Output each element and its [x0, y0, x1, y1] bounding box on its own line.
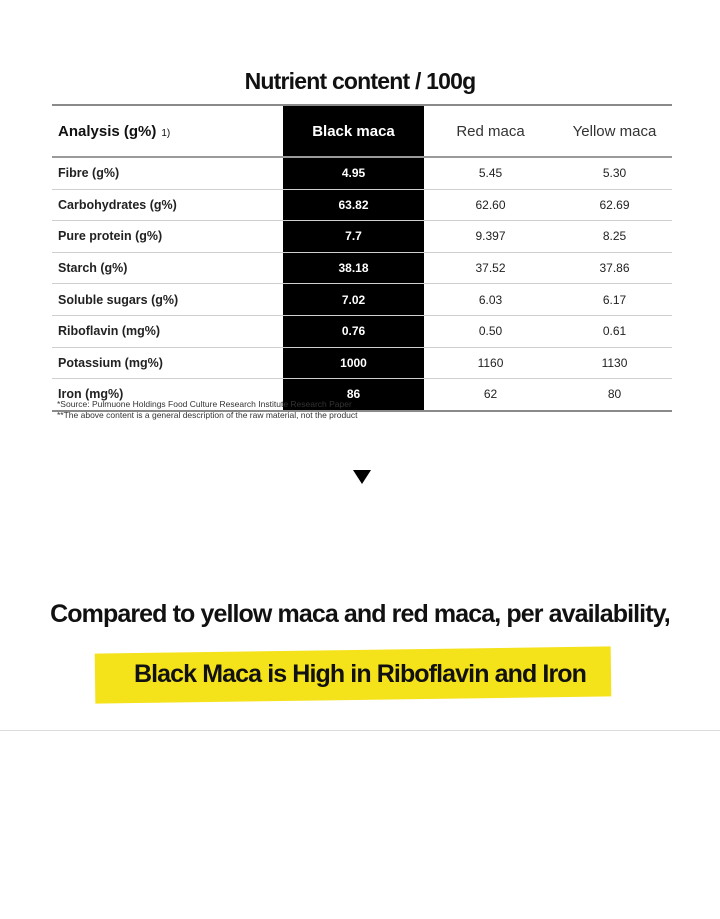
nutrient-table-container [52, 104, 672, 412]
table-row [52, 252, 672, 284]
analysis-header-label: Analysis (g%) [58, 122, 157, 140]
yellow-maca-value: 6.17 [602, 292, 627, 307]
red-maca-value: 1160 [477, 355, 504, 370]
row-label: Starch (g%) [58, 261, 128, 276]
row-label: Pure protein (g%) [58, 229, 163, 244]
table-row [52, 315, 672, 347]
disclaimer-note: **The above content is a general description of the raw material, not the product [57, 410, 358, 420]
footnote-marker: 1) [161, 127, 171, 139]
black-maca-value: 86 [283, 379, 424, 411]
section-divider [0, 730, 720, 731]
black-maca-value: 7.02 [283, 284, 424, 316]
column-header-black-maca: Black maca [283, 105, 424, 157]
yellow-maca-value: 0.61 [602, 324, 627, 339]
nutrient-table [52, 104, 672, 412]
yellow-maca-value: 80 [607, 387, 622, 402]
row-label: Soluble sugars (g%) [58, 292, 179, 307]
source-note: *Source: Pulmuone Holdings Food Culture Research Institute Research Paper [57, 399, 352, 409]
highlight-text: Black Maca is High in Riboflavin and Iron [133, 660, 587, 688]
red-maca-value: 6.03 [478, 292, 503, 307]
black-maca-value: 1000 [283, 347, 424, 379]
table-row [52, 221, 672, 253]
page-title: Nutrient content / 100g [244, 68, 476, 94]
table-row [52, 189, 672, 221]
yellow-maca-value: 37.86 [599, 261, 630, 276]
yellow-maca-value: 5.30 [602, 166, 627, 181]
red-maca-value: 62 [483, 387, 498, 402]
footnotes [57, 399, 358, 421]
red-maca-value: 62.60 [475, 197, 506, 212]
black-maca-value: 63.82 [283, 189, 424, 221]
black-maca-value: 7.7 [283, 221, 424, 253]
column-header-red-maca: Red maca [456, 122, 525, 140]
row-label: Carbohydrates (g%) [58, 197, 177, 212]
table-header-row [52, 105, 672, 157]
red-maca-value: 5.45 [478, 166, 503, 181]
black-maca-value: 0.76 [283, 315, 424, 347]
table-row [52, 157, 672, 189]
yellow-maca-value: 62.69 [599, 197, 630, 212]
comparison-headline: Compared to yellow maca and red maca, per availability, [50, 600, 670, 628]
black-maca-value: 4.95 [283, 157, 424, 189]
column-header-yellow-maca: Yellow maca [572, 122, 657, 140]
red-maca-value: 37.52 [475, 261, 506, 276]
row-label: Iron (mg%) [58, 387, 124, 402]
table-row [52, 284, 672, 316]
yellow-maca-value: 1130 [601, 355, 628, 370]
analysis-header [52, 105, 283, 157]
table-body [52, 157, 672, 411]
row-label: Fibre (g%) [58, 166, 120, 181]
row-label: Potassium (mg%) [58, 355, 163, 370]
red-maca-value: 9.397 [475, 229, 506, 244]
black-maca-value: 38.18 [283, 252, 424, 284]
down-triangle-icon [353, 470, 371, 484]
red-maca-value: 0.50 [478, 324, 503, 339]
table-row [52, 347, 672, 379]
row-label: Riboflavin (mg%) [58, 324, 161, 339]
yellow-maca-value: 8.25 [602, 229, 627, 244]
